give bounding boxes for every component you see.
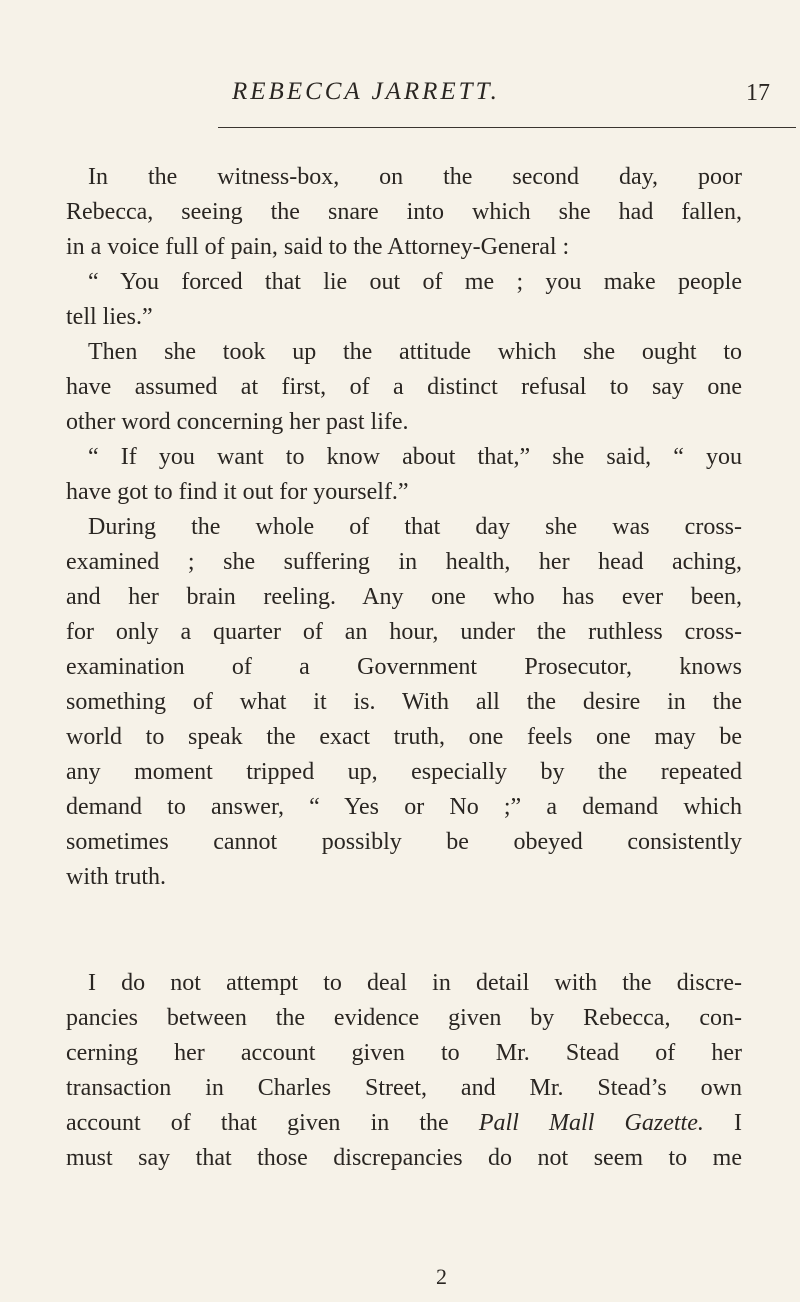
paragraph-6 [66, 966, 742, 1176]
paragraph-5 [66, 510, 742, 895]
text-line: transaction in Charles Street, and Mr. Stead’s own [66, 1075, 742, 1101]
text-line: with truth. [66, 864, 166, 890]
text-line: world to speak the exact truth, one feels one may be [66, 724, 742, 750]
text-line: must say that those discrepancies do not seem to me [66, 1145, 742, 1171]
text-line: Then she took up the attitude which she ought to [88, 339, 742, 365]
signature-mark: 2 [436, 1264, 447, 1289]
paragraph-2 [66, 265, 742, 335]
paragraph-4 [66, 440, 742, 510]
text-line: and her brain reeling. Any one who has ever been, [66, 584, 742, 610]
text-line: for only a quarter of an hour, under the ruthless cross- [66, 619, 742, 645]
italic-title: Pall Mall Gazette. [478, 1110, 704, 1136]
paragraph-3 [66, 335, 742, 440]
text-fragment: account of that given in the [66, 1110, 449, 1136]
text-line: demand to answer, “ Yes or No ;” a demand which [66, 794, 742, 820]
text-line: “ If you want to know about that,” she said, “ you [88, 444, 742, 470]
text-line: in a voice full of pain, said to the Attorney-General : [66, 234, 570, 260]
page-number: 17 [746, 80, 770, 106]
paragraph-1 [66, 160, 742, 265]
text-line-with-italic [66, 1106, 742, 1141]
text-line: something of what it is. With all the desire in the [66, 689, 742, 715]
text-line: tell lies.” [66, 304, 153, 330]
text-line: cerning her account given to Mr. Stead of her [66, 1040, 742, 1066]
text-line: have assumed at first, of a distinct refusal to say one [66, 374, 742, 400]
text-line: sometimes cannot possibly be obeyed consistently [66, 829, 742, 855]
text-line: During the whole of that day she was cross- [88, 514, 742, 540]
text-line: Rebecca, seeing the snare into which she had fallen, [66, 199, 742, 225]
text-line: examined ; she suffering in health, her head aching, [66, 549, 742, 575]
text-line: “ You forced that lie out of me ; you make people [88, 269, 742, 295]
text-fragment: I [734, 1110, 743, 1136]
text-line: In the witness-box, on the second day, poor [88, 164, 742, 190]
text-line: I do not attempt to deal in detail with the discre- [88, 970, 742, 996]
text-line: examination of a Government Prosecutor, knows [66, 654, 742, 680]
text-line: other word concerning her past life. [66, 409, 409, 435]
running-head-title: REBECCA JARRETT. [232, 78, 500, 105]
text-line: pancies between the evidence given by Rebecca, con- [66, 1005, 742, 1031]
text-line: have got to find it out for yourself.” [66, 479, 409, 505]
header-rule [218, 127, 796, 128]
text-line: any moment tripped up, especially by the repeated [66, 759, 742, 785]
